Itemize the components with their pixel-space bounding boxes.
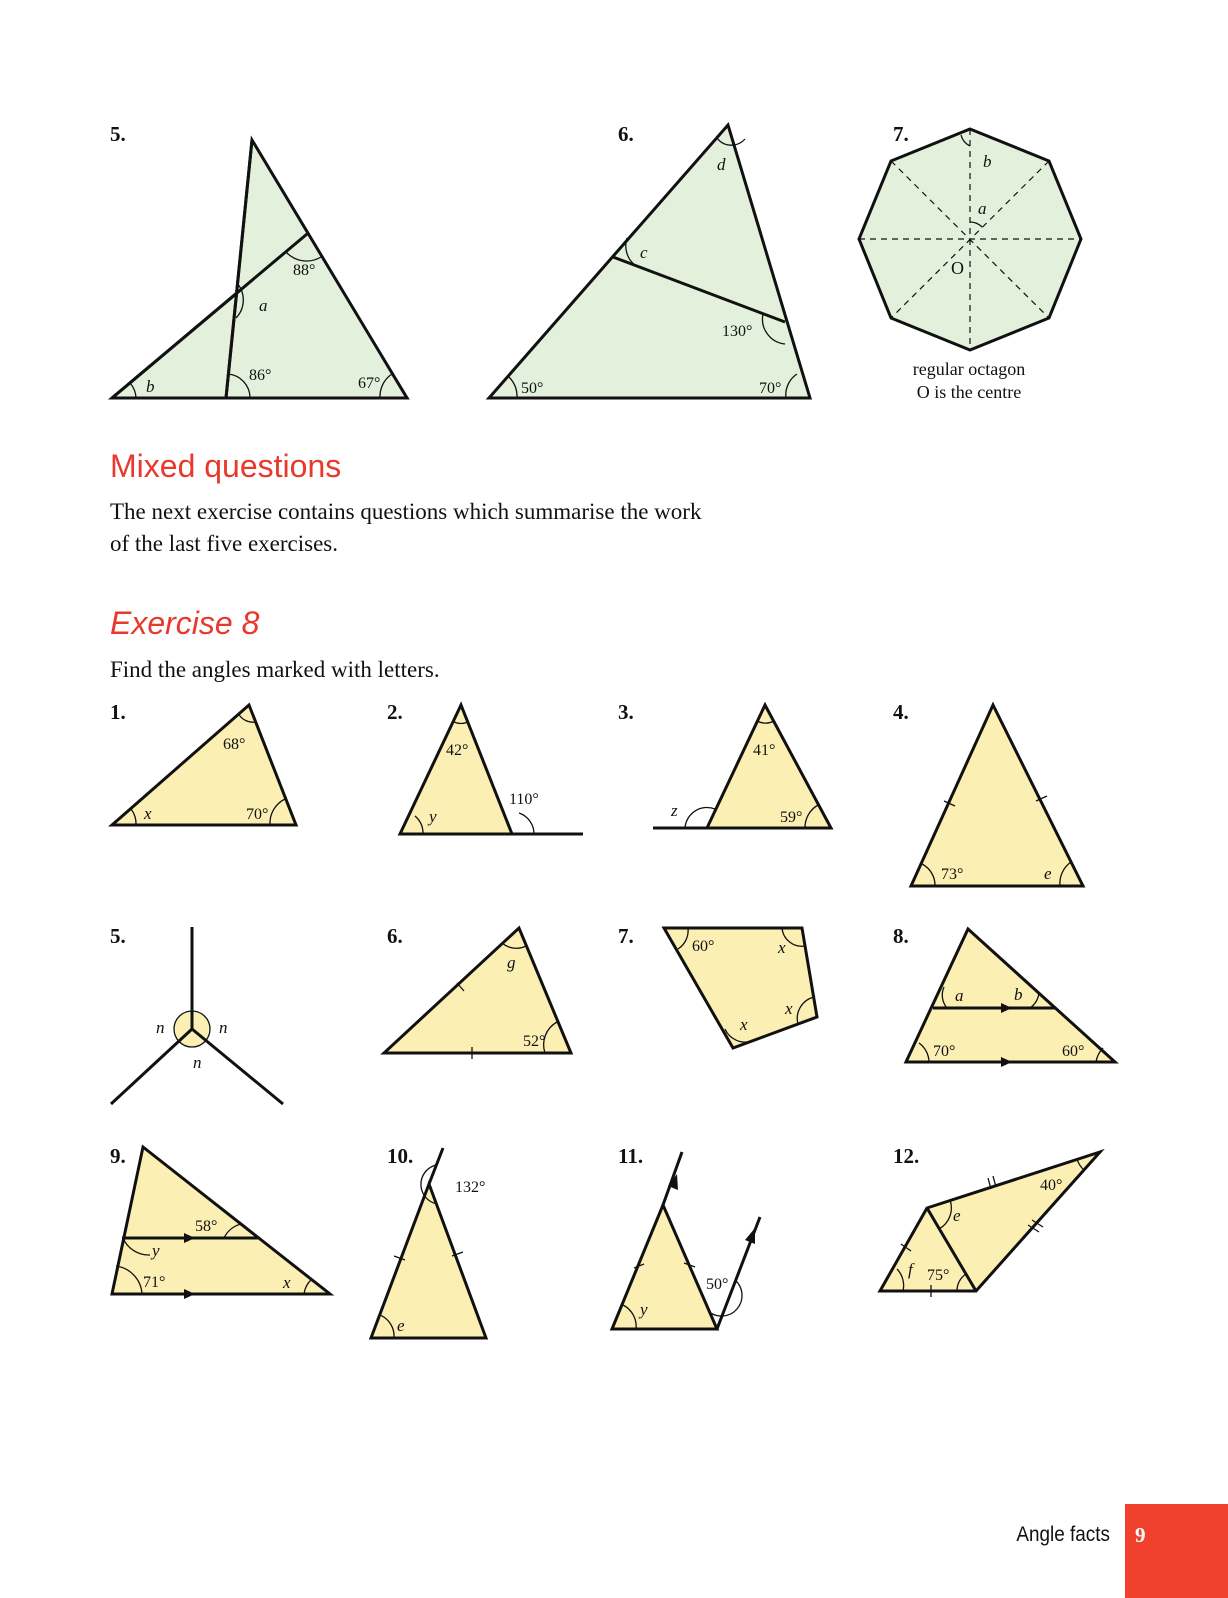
ex8-q2-triangle [400,705,512,834]
exercise-heading: Exercise 8 [110,605,260,641]
ex8-q7-label-x1: x [778,938,786,957]
ex8-q6-label-52: 52° [523,1033,546,1050]
intro-line-1: The next exercise contains questions which summarise the work [110,499,702,524]
ex8-q5 [110,924,283,1104]
top-q5-label-88: 88° [293,262,316,279]
ex8-q4-triangle [911,705,1083,886]
ex8-q10-label-132: 132° [455,1179,486,1196]
ex8-q7-label-60: 60° [692,938,715,955]
top-q5-label-86: 86° [249,367,272,384]
top-figure-7 [859,122,1081,402]
ex8-q9-triangle [112,1147,330,1294]
top-q6-label-130: 130° [722,323,753,340]
ex8-q9-label-y: y [152,1241,160,1260]
ex8-q12-label-f: f [908,1260,913,1279]
ex8-q8-label-b: b [1014,985,1023,1004]
top-q5-label-b: b [146,377,155,396]
ex8-q9-label-71: 71° [143,1274,166,1291]
ex8-q2 [387,700,583,834]
ex8-q7 [618,924,817,1048]
top-q7-caption-2: O is the centre [916,382,1022,402]
ex8-q3-label-59: 59° [780,809,803,826]
mixed-questions-intro [110,496,790,560]
ex8-q11-number: 11. [618,1144,644,1168]
ex8-q12-quadrilateral [880,1152,1100,1291]
top-q7-caption-1: regular octagon [912,359,1026,379]
ex8-q2-label-110: 110° [509,791,539,808]
ex8-q4 [893,700,1083,886]
ex8-q3-label-z: z [671,801,678,820]
top-q5-triangle [226,140,407,398]
ex8-q11-triangle [612,1205,717,1329]
ex8-q1-number: 1. [110,700,126,724]
exercise-instruction: Find the angles marked with letters. [110,657,440,682]
ex8-q9 [110,1144,330,1299]
ex8-q11-label-50: 50° [706,1276,729,1293]
ex8-q8-label-a: a [955,986,964,1005]
ex8-q10 [371,1144,486,1338]
ex8-q5-number: 5. [110,924,126,948]
ex8-q4-label-e: e [1044,864,1052,883]
top-q6-label-c: c [640,243,648,262]
ex8-q8-number: 8. [893,924,909,948]
ex8-q12-label-75: 75° [927,1267,950,1284]
top-q5-number: 5. [110,122,126,146]
top-q5-label-a: a [259,296,268,315]
ex8-q2-label-42: 42° [446,742,469,759]
ex8-q8-label-70: 70° [933,1043,956,1060]
top-q6-label-70: 70° [759,380,782,397]
ex8-q1-label-68: 68° [223,736,246,753]
intro-line-2: of the last five exercises. [110,531,338,556]
ex8-q3 [618,700,831,828]
ex8-q3-number: 3. [618,700,634,724]
ex8-q12 [880,1144,1100,1297]
top-q6-number: 6. [618,122,634,146]
top-figure-5 [110,122,407,398]
top-q6-triangle [489,125,810,398]
ex8-q6-label-g: g [507,953,516,972]
ex8-q2-label-y: y [429,807,437,826]
mixed-questions-heading: Mixed questions [110,448,342,484]
ex8-q9-label-x: x [283,1273,291,1292]
ex8-q11 [612,1144,760,1329]
ex8-q8 [893,924,1115,1067]
ex8-q11-label-y: y [640,1300,648,1319]
ex8-q8-label-60: 60° [1062,1043,1085,1060]
ex8-q5-label-n2: n [219,1018,228,1037]
ex8-q1-label-x: x [144,804,152,823]
ex8-q12-label-40: 40° [1040,1177,1063,1194]
ex8-q12-label-e: e [953,1206,961,1225]
ex8-q1-label-70: 70° [246,806,269,823]
ex8-q7-label-x3: x [740,1015,748,1034]
ex8-q3-label-41: 41° [753,742,776,759]
footer-section-label: Angle facts [1016,1523,1110,1546]
top-q7-number: 7. [893,122,909,146]
page-number: 9 [1135,1523,1146,1547]
ex8-q4-number: 4. [893,700,909,724]
ex8-q10-label-e: e [397,1316,405,1335]
top-q6-label-50: 50° [521,380,544,397]
top-q6-label-d: d [717,155,726,174]
ex8-q1 [110,700,296,825]
ex8-q12-number: 12. [893,1144,920,1168]
ex8-q9-number: 9. [110,1144,126,1168]
ex8-q7-label-x2: x [785,999,793,1018]
ex8-q9-label-58: 58° [195,1218,218,1235]
ex8-q10-number: 10. [387,1144,414,1168]
ex8-q6 [384,924,571,1059]
ex8-q4-label-73: 73° [941,866,964,883]
top-q7-label-b: b [983,152,992,171]
ex8-q6-number: 6. [387,924,403,948]
top-q7-label-a: a [978,199,987,218]
top-q5-label-67: 67° [358,375,381,392]
page-number-box [1125,1504,1228,1598]
ex8-q10-triangle [371,1184,486,1338]
top-figure-6 [489,122,810,398]
ex8-q2-number: 2. [387,700,403,724]
ex8-q7-number: 7. [618,924,634,948]
ex8-q5-label-n3: n [193,1053,202,1072]
ex8-q5-label-n1: n [156,1018,165,1037]
top-q7-label-centre: O [951,258,964,278]
